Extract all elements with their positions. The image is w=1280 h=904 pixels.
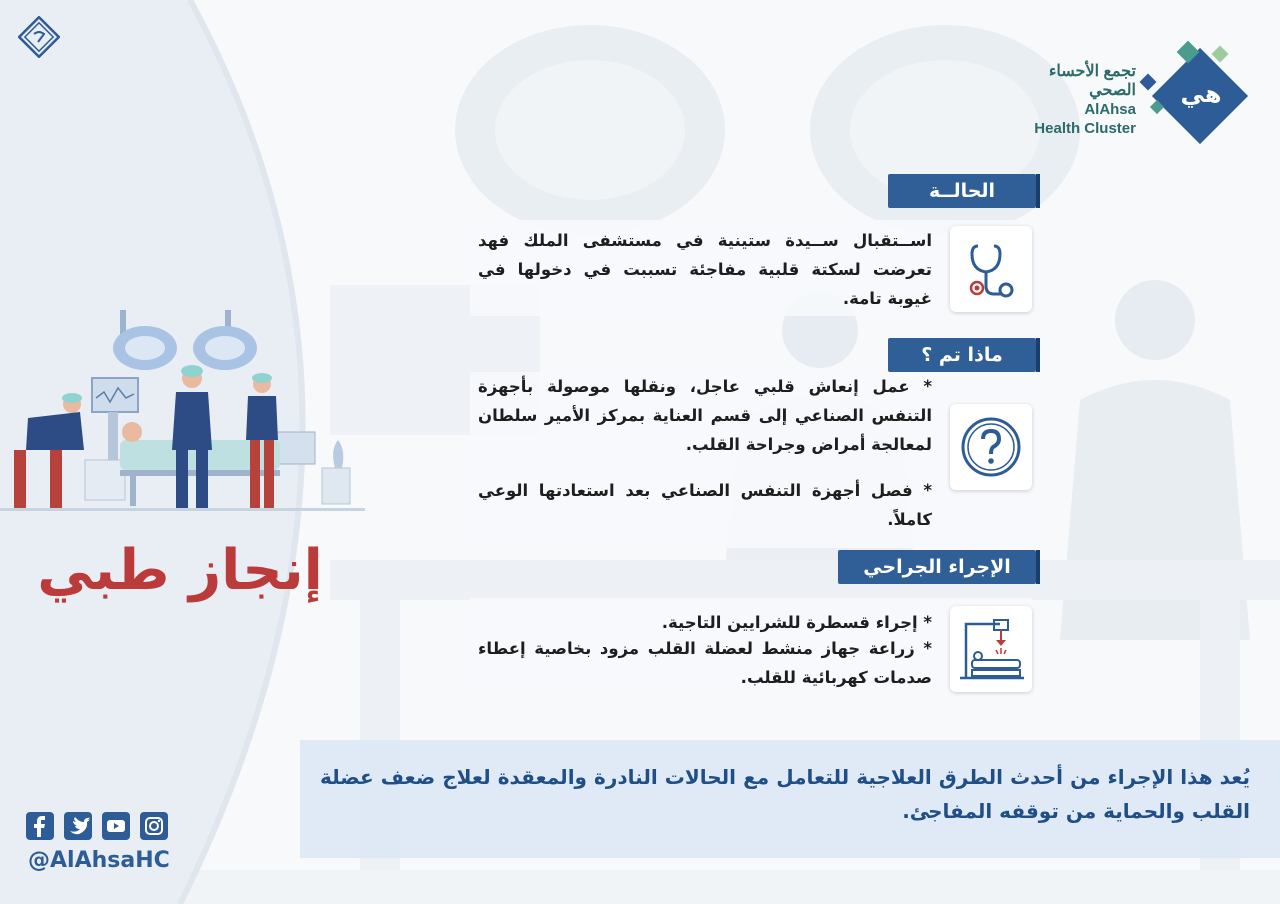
logo-arabic-line1: تجمع الأحساء [1048, 63, 1136, 80]
actions-text-1: * عمل إنعاش قلبي عاجل، ونقلها موصولة بأجهزة التنفس الصناعي إلى قسم العناية بمركز الأمير سلطان لمعالجة أمراض وجراحة القلب. [478, 377, 932, 454]
twitter-icon[interactable] [64, 812, 92, 840]
surgery-text-1: * إجراء قسطرة للشرايين التاجية. [661, 613, 932, 632]
brand-mark-icon [18, 16, 60, 58]
stethoscope-icon [950, 226, 1032, 312]
logo-text [1010, 62, 1136, 138]
logo-english-line1: AlAhsa [1084, 101, 1136, 118]
logo-english-line2: Health Cluster [1034, 120, 1136, 137]
section-label-actions: ماذا تم ؟ [888, 338, 1036, 372]
logo-arabic-line2: الصحي [1089, 82, 1136, 99]
section-label-surgery: الإجراء الجراحي [838, 550, 1036, 584]
actions-text-2: * فصل أجهزة التنفس الصناعي بعد استعادتها الوعي كاملاً. [478, 481, 932, 529]
operating-room-illustration [0, 300, 380, 520]
facebook-icon[interactable] [26, 812, 54, 840]
surgery-text-2: * زراعة جهاز منشط لعضلة القلب مزود بخاصية إعطاء صدمات كهربائية للقلب. [478, 639, 932, 687]
main-title: إنجاز طبي [37, 538, 323, 603]
question-icon [950, 404, 1032, 490]
surgery-icon-box [950, 606, 1032, 692]
youtube-icon[interactable] [102, 812, 130, 840]
logo-glyph: هي [1180, 80, 1222, 108]
stethoscope-icon-box [950, 226, 1032, 312]
question-icon-box [950, 404, 1032, 490]
instagram-icon[interactable] [140, 812, 168, 840]
conclusion-text: يُعد هذا الإجراء من أحدث الطرق العلاجية للتعامل مع الحالات النادرة والمعقدة لعلاج ضعف عضلة القلب والحماية من توقفه المفاجئ. [320, 765, 1250, 823]
social-handle[interactable]: @AlAhsaHC [28, 848, 170, 873]
section-label-case: الحالــة [888, 174, 1036, 208]
case-text: اســتقبال ســيدة ستينية في مستشفى الملك فهد تعرضت لسكتة قلبية مفاجئة تسببت في دخولها في غيوبة تامة. [478, 231, 932, 308]
surgery-icon [950, 606, 1032, 692]
social-icons [26, 812, 176, 842]
